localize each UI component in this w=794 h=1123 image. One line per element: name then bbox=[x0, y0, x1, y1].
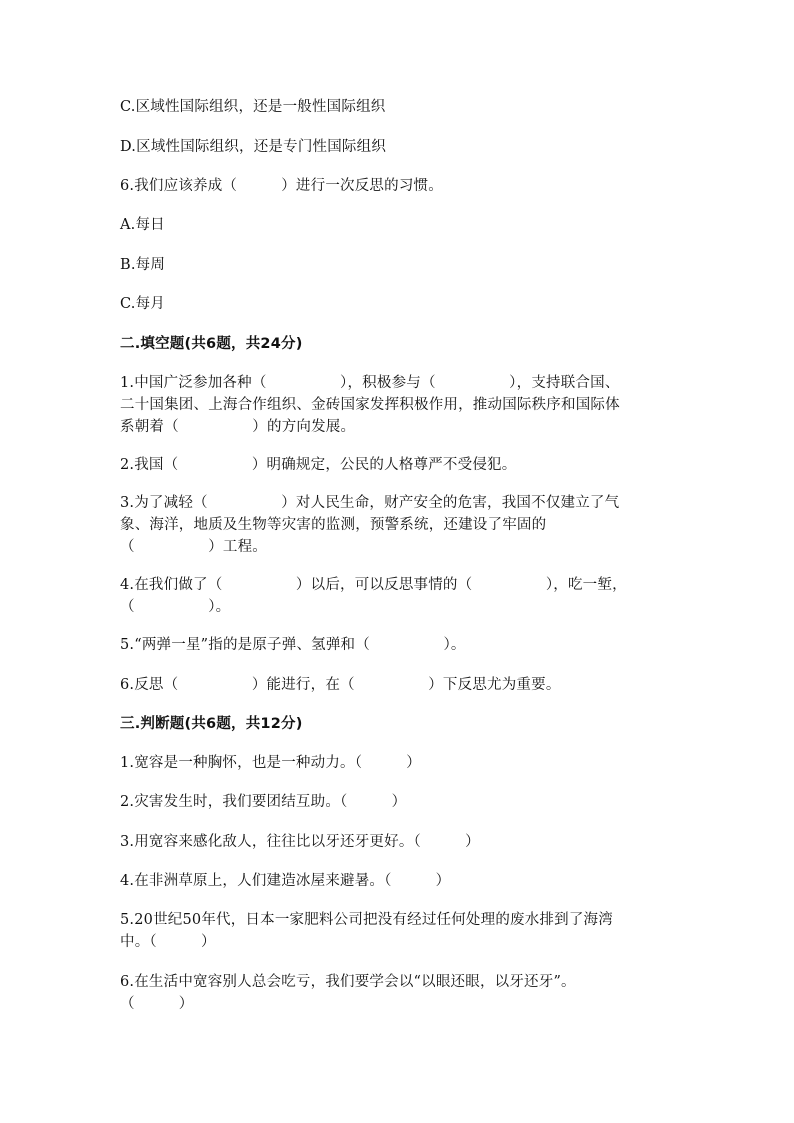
fill-q6: 6.反思（ ）能进行，在（ ）下反思尤为重要。 bbox=[120, 677, 561, 693]
fill-q5: 5.“两弹一星”指的是原子弹、氢弹和（ ）。 bbox=[120, 637, 466, 653]
option-b: B.每周 bbox=[120, 257, 166, 273]
tf-q6-line1: 6.在生活中宽容别人总会吃亏，我们要学会以“以眼还眼，以牙还牙”。 bbox=[120, 974, 576, 990]
section-heading-fill-blank: 二.填空题(共6题，共24分) bbox=[120, 336, 303, 352]
section-heading-true-false: 三.判断题(共6题，共12分) bbox=[120, 716, 303, 732]
option-a: A.每日 bbox=[120, 217, 165, 233]
fill-q2: 2.我国（ ）明确规定，公民的人格尊严不受侵犯。 bbox=[120, 457, 517, 473]
option-d-prev: D.区域性国际组织，还是专门性国际组织 bbox=[120, 139, 387, 155]
fill-q4-line1: 4.在我们做了（ ）以后，可以反思事情的（ ），吃一堑， bbox=[120, 577, 627, 593]
tf-q4: 4.在非洲草原上，人们建造冰屋来避暑。（ ） bbox=[120, 873, 451, 889]
option-c: C.每月 bbox=[120, 296, 165, 312]
tf-q3: 3.用宽容来感化敌人，往往比以牙还牙更好。（ ） bbox=[120, 834, 480, 850]
option-c-prev: C.区域性国际组织，还是一般性国际组织 bbox=[120, 99, 386, 115]
tf-q5-line2: 中。（ ） bbox=[120, 934, 216, 950]
fill-q1-line1: 1.中国广泛参加各种（ ），积极参与（ ），支持联合国、 bbox=[120, 375, 620, 391]
tf-q2: 2.灾害发生时，我们要团结互助。（ ） bbox=[120, 794, 407, 810]
tf-q5-line1: 5.20世纪50年代，日本一家肥料公司把没有经过任何处理的废水排到了海湾 bbox=[120, 912, 613, 928]
tf-q6-line2: （ ） bbox=[120, 996, 194, 1012]
tf-q1: 1.宽容是一种胸怀，也是一种动力。（ ） bbox=[120, 755, 421, 771]
fill-q4-line2: （ ）。 bbox=[120, 599, 231, 615]
question-stem: 6.我们应该养成（ ）进行一次反思的习惯。 bbox=[120, 178, 443, 194]
fill-q1-line3: 系朝着（ ）的方向发展。 bbox=[120, 419, 356, 435]
fill-q3-line1: 3.为了减轻（ ）对人民生命，财产安全的危害，我国不仅建立了气 bbox=[120, 495, 620, 511]
fill-q3-line3: （ ）工程。 bbox=[120, 539, 267, 555]
fill-q3-line2: 象、海洋，地质及生物等灾害的监测，预警系统，还建设了牢固的 bbox=[120, 517, 547, 533]
fill-q1-line2: 二十国集团、上海合作组织、金砖国家发挥积极作用，推动国际秩序和国际体 bbox=[120, 397, 620, 413]
